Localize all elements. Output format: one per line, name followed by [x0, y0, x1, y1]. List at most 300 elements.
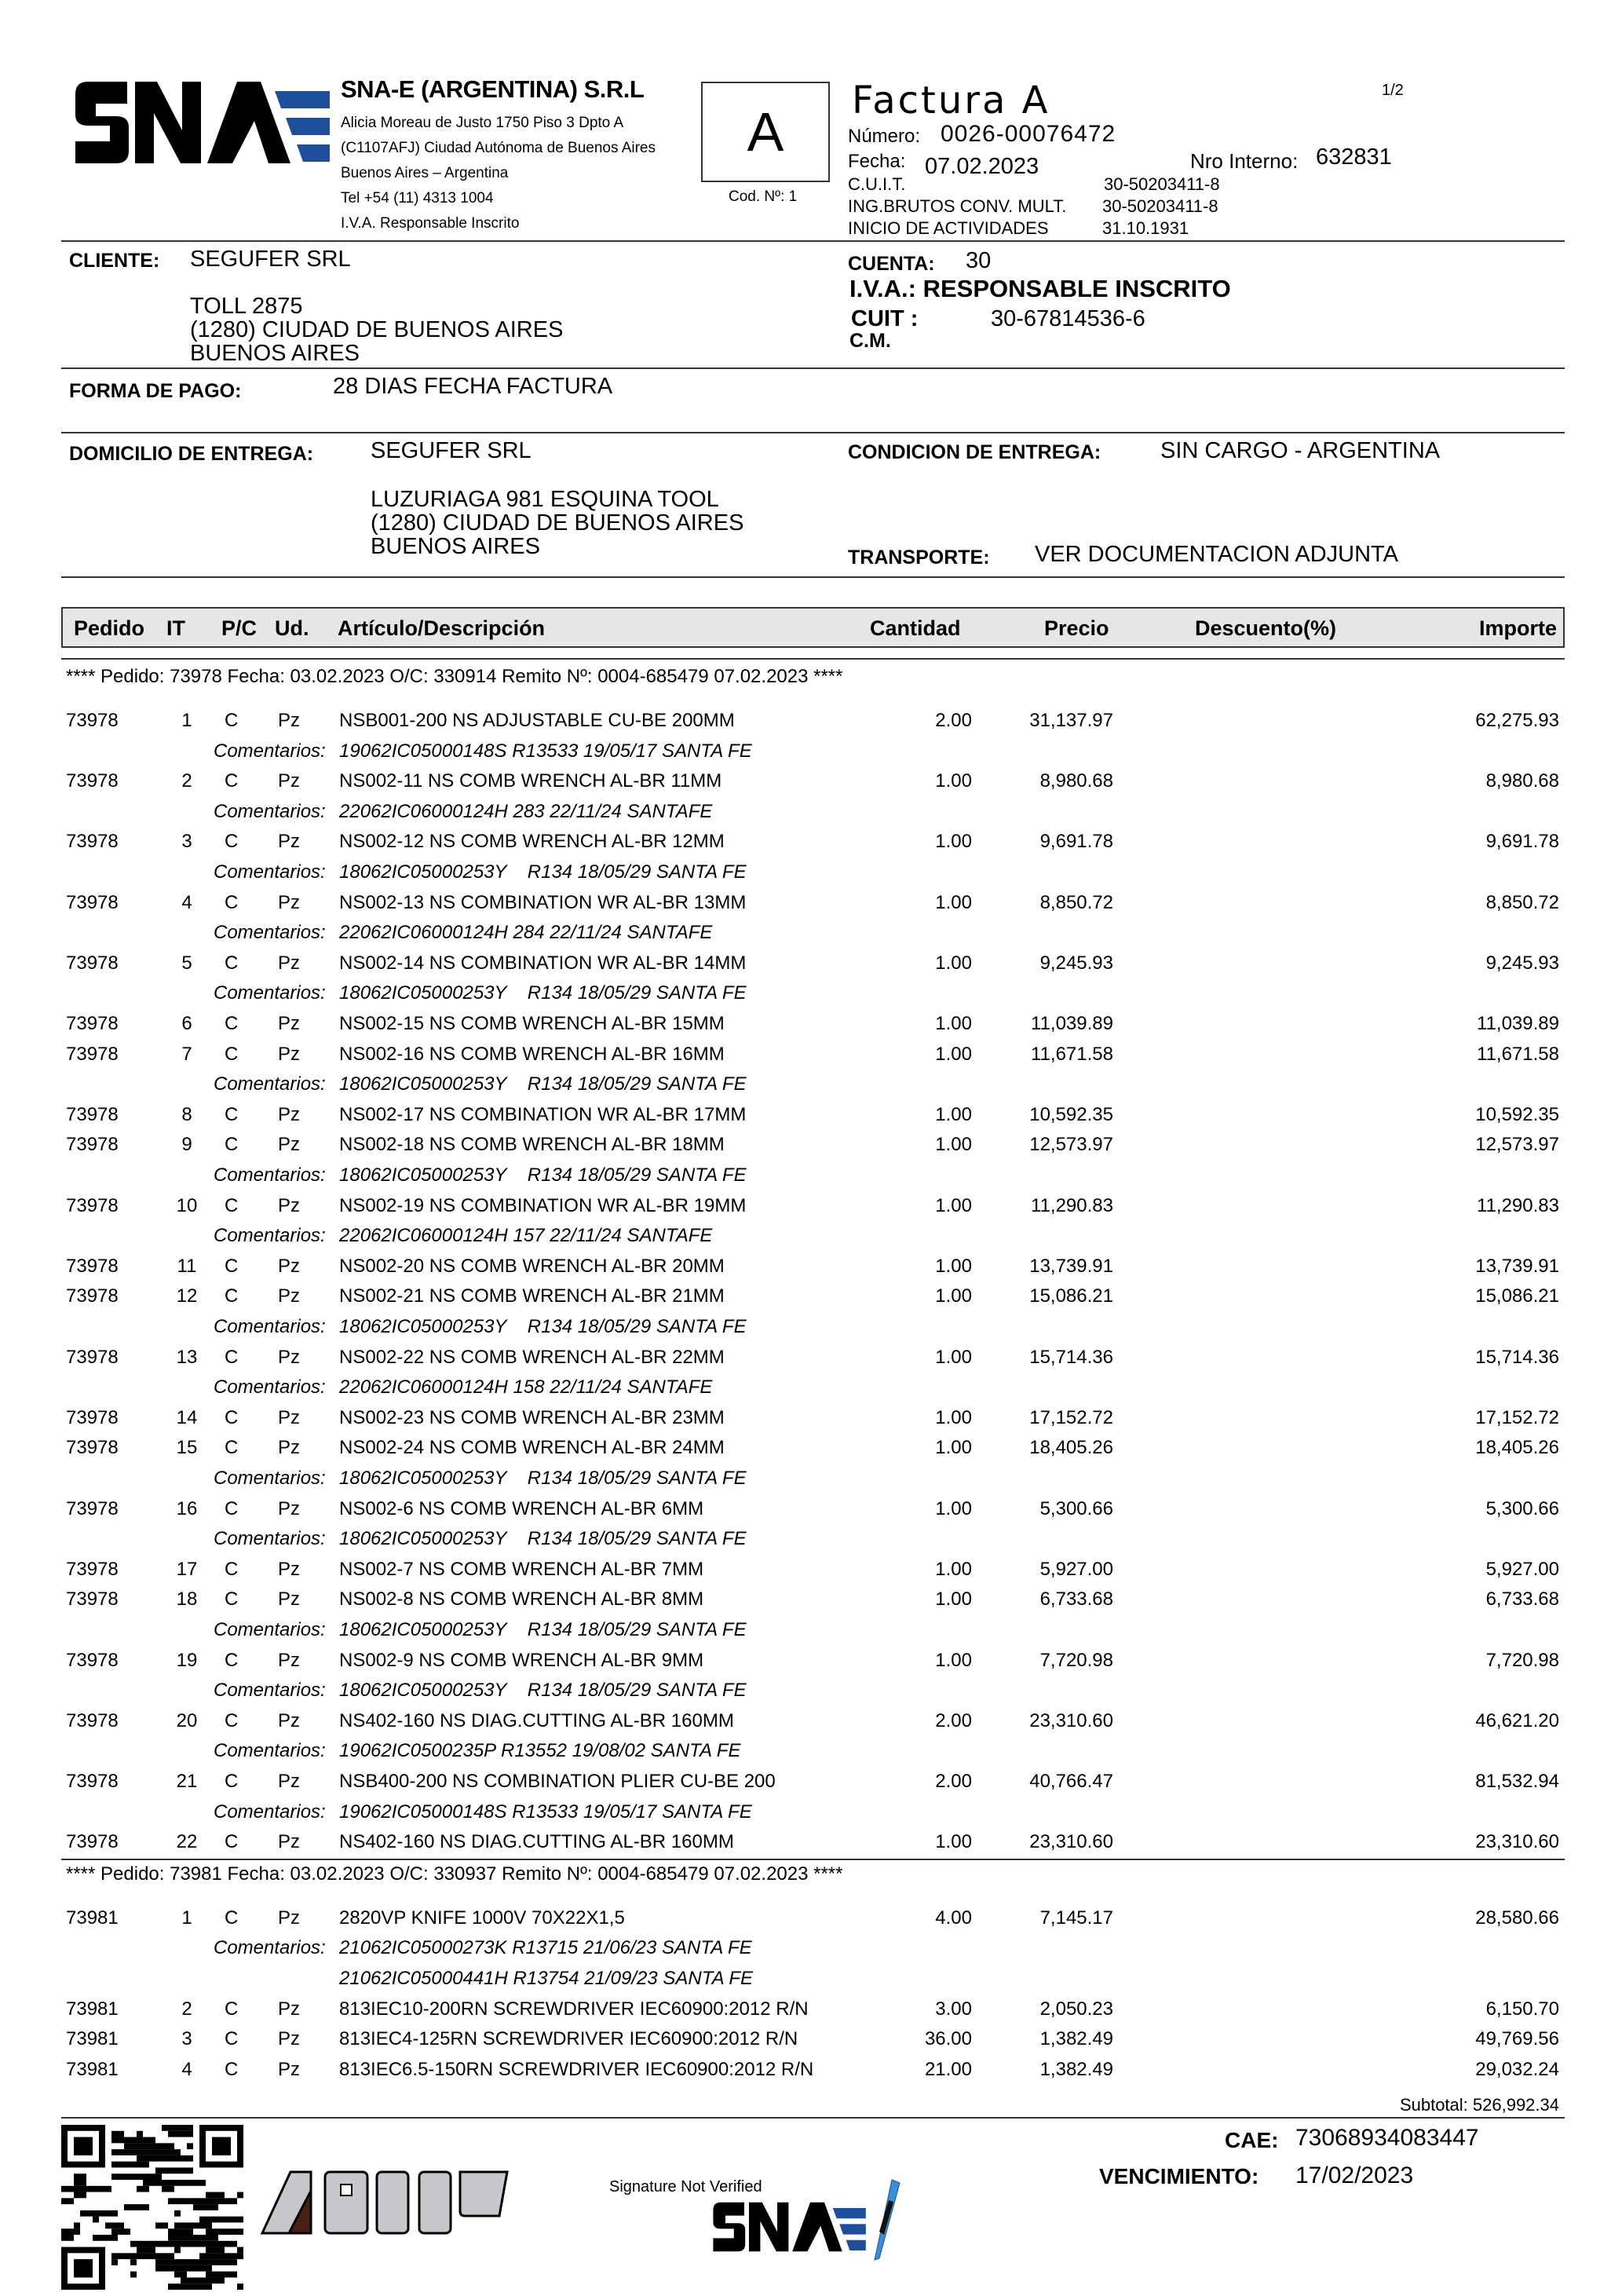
amount-cell: 6,733.68	[1485, 1589, 1559, 1610]
comment-text: 18062IC05000253Y R134 18/05/29 SANTA FE	[339, 1073, 747, 1095]
ing-brutos: 30-50203411-8	[1102, 196, 1218, 216]
table-row	[0, 1710, 1622, 1740]
amount-cell: 9,691.78	[1485, 831, 1559, 853]
pc-cell: C	[225, 1255, 239, 1277]
comment-label: Comentarios:	[214, 740, 326, 762]
quantity-cell: 1.00	[935, 1103, 972, 1125]
description-cell: NS002-23 NS COMB WRENCH AL-BR 23MM	[339, 1406, 725, 1428]
amount-cell: 12,573.97	[1475, 1134, 1559, 1156]
order-group-header	[0, 1863, 1622, 1893]
vencimiento-label: VENCIMIENTO:	[1099, 2164, 1259, 2188]
item-cell: 9	[181, 1134, 192, 1156]
item-cell: 22	[176, 1831, 198, 1853]
price-cell: 1,382.49	[1039, 2058, 1113, 2080]
unit-cell: Pz	[278, 2058, 301, 2080]
pc-cell: C	[225, 1589, 239, 1610]
divider	[61, 576, 1565, 578]
price-cell: 11,039.89	[1031, 1013, 1113, 1034]
amount-cell: 5,300.66	[1485, 1497, 1559, 1519]
amount-cell: 11,671.58	[1477, 1043, 1559, 1065]
amount-cell: 11,290.83	[1477, 1194, 1559, 1216]
item-cell: 10	[176, 1194, 198, 1216]
item-cell: 20	[176, 1709, 198, 1731]
price-cell: 7,720.98	[1039, 1649, 1113, 1671]
company-cuit: 30-50203411-8	[1104, 174, 1220, 194]
table-row	[0, 710, 1622, 740]
quantity-cell: 1.00	[935, 1558, 972, 1580]
quantity-cell: 2.00	[935, 1709, 972, 1731]
item-cell: 15	[176, 1437, 198, 1459]
quantity-cell: 1.00	[935, 952, 972, 974]
amount-cell: 23,310.60	[1475, 1831, 1559, 1853]
unit-cell: Pz	[278, 1589, 301, 1610]
company-address-line: Alicia Moreau de Justo 1750 Piso 3 Dpto A	[341, 115, 624, 131]
comment-text: 18062IC05000253Y R134 18/05/29 SANTA FE	[339, 1468, 747, 1489]
subtotal: Subtotal: 526,992.34	[1399, 2095, 1559, 2115]
description-cell: NS002-15 NS COMB WRENCH AL-BR 15MM	[339, 1013, 725, 1034]
item-cell: 19	[176, 1649, 198, 1671]
price-cell: 1,382.49	[1039, 2028, 1113, 2050]
order-group-text: **** Pedido: 73978 Fecha: 03.02.2023 O/C: 330914 Remito Nº: 0004-685479 07.02.2023 ****	[66, 666, 843, 687]
price-cell: 31,137.97	[1029, 710, 1113, 731]
amount-cell: 11,039.89	[1477, 1013, 1559, 1034]
pedido-cell: 73978	[66, 710, 119, 731]
col-pedido: Pedido	[74, 616, 145, 640]
comment-row	[0, 1468, 1622, 1497]
comment-row	[0, 1740, 1622, 1770]
pc-cell: C	[225, 831, 239, 853]
pedido-cell: 73978	[66, 1709, 119, 1731]
ing-brutos-label: ING.BRUTOS CONV. MULT.	[848, 196, 1067, 216]
item-cell: 1	[181, 1907, 192, 1929]
table-row	[0, 770, 1622, 800]
pc-cell: C	[225, 1649, 239, 1671]
invoice-code: Cod. Nº: 1	[729, 188, 798, 205]
unit-cell: Pz	[278, 1907, 301, 1929]
unit-cell: Pz	[278, 1043, 301, 1065]
sna-signature-logo-icon	[711, 2177, 915, 2263]
invoice-number: 0026-00076472	[941, 121, 1116, 147]
pedido-cell: 73978	[66, 891, 119, 913]
pc-cell: C	[225, 1013, 239, 1034]
table-row	[0, 1134, 1622, 1164]
vencimiento-value: 17/02/2023	[1295, 2163, 1414, 2188]
comment-row	[0, 801, 1622, 831]
description-cell: NS002-24 NS COMB WRENCH AL-BR 24MM	[339, 1437, 725, 1459]
amount-cell: 5,927.00	[1485, 1558, 1559, 1580]
comment-label: Comentarios:	[214, 1801, 326, 1823]
pedido-cell: 73981	[66, 2058, 119, 2080]
unit-cell: Pz	[278, 710, 301, 731]
pedido-cell: 73978	[66, 831, 119, 853]
quantity-cell: 4.00	[935, 1907, 972, 1929]
pc-cell: C	[225, 1043, 239, 1065]
comment-label: Comentarios:	[214, 861, 326, 883]
price-cell: 11,290.83	[1031, 1194, 1113, 1216]
condicion-entrega-value: SIN CARGO - ARGENTINA	[1160, 438, 1441, 463]
comment-label: Comentarios:	[214, 1468, 326, 1489]
pedido-cell: 73978	[66, 1771, 119, 1792]
cm-label: C.M.	[849, 330, 891, 352]
item-cell: 7	[181, 1043, 192, 1065]
cae-label-text: CAE	[1225, 2128, 1272, 2152]
price-cell: 40,766.47	[1029, 1771, 1113, 1792]
price-cell: 10,592.35	[1029, 1103, 1113, 1125]
quantity-cell: 1.00	[935, 831, 972, 853]
signature-status: Signature Not Verified	[609, 2178, 762, 2195]
delivery-address-line: BUENOS AIRES	[371, 534, 540, 559]
pedido-cell: 73978	[66, 1255, 119, 1277]
description-cell: NS002-16 NS COMB WRENCH AL-BR 16MM	[339, 1043, 725, 1065]
table-row	[0, 831, 1622, 861]
comment-text: 21062IC05000273K R13715 21/06/23 SANTA FE	[339, 1937, 752, 1959]
cliente-label: CLIENTE:	[69, 250, 160, 272]
quantity-cell: 2.00	[935, 710, 972, 731]
company-address-line: Buenos Aires – Argentina	[341, 165, 509, 181]
sna-logo-icon	[72, 75, 331, 170]
description-cell: 813IEC10-200RN SCREWDRIVER IEC60900:2012 R/N	[339, 1998, 809, 2020]
pedido-cell: 73978	[66, 1013, 119, 1034]
pc-cell: C	[225, 1497, 239, 1519]
group-divider	[61, 1859, 1565, 1860]
amount-cell: 17,152.72	[1475, 1406, 1559, 1428]
comment-row	[0, 922, 1622, 952]
table-row	[0, 1771, 1622, 1801]
unit-cell: Pz	[278, 831, 301, 853]
unit-cell: Pz	[278, 891, 301, 913]
divider	[61, 240, 1565, 242]
invoice-date: 07.02.2023	[925, 154, 1039, 179]
amount-cell: 8,850.72	[1485, 891, 1559, 913]
description-cell: NSB400-200 NS COMBINATION PLIER CU-BE 200	[339, 1771, 776, 1792]
pedido-cell: 73978	[66, 1346, 119, 1368]
quantity-cell: 1.00	[935, 1831, 972, 1853]
item-cell: 2	[181, 1998, 192, 2020]
quantity-cell: 1.00	[935, 1043, 972, 1065]
comment-label: Comentarios:	[214, 1740, 326, 1762]
price-cell: 9,691.78	[1039, 831, 1113, 853]
comment-label: Comentarios:	[214, 1680, 326, 1702]
comment-label: Comentarios:	[214, 1316, 326, 1337]
pc-cell: C	[225, 1406, 239, 1428]
pedido-cell: 73981	[66, 1907, 119, 1929]
client-name: SEGUFER SRL	[190, 247, 351, 272]
table-row	[0, 1195, 1622, 1225]
pedido-cell: 73978	[66, 1043, 119, 1065]
item-cell: 11	[177, 1255, 197, 1277]
quantity-cell: 1.00	[935, 770, 972, 792]
description-cell: NS002-11 NS COMB WRENCH AL-BR 11MM	[339, 770, 722, 792]
item-cell: 2	[181, 770, 192, 792]
table-row	[0, 2028, 1622, 2058]
price-cell: 15,086.21	[1029, 1285, 1113, 1307]
quantity-cell: 1.00	[935, 1589, 972, 1610]
comment-row	[0, 1377, 1622, 1406]
comment-text: 22062IC06000124H 158 22/11/24 SANTAFE	[339, 1377, 713, 1398]
quantity-cell: 36.00	[924, 2028, 972, 2050]
delivery-address-line: LUZURIAGA 981 ESQUINA TOOL	[371, 487, 719, 512]
table-header	[61, 607, 1565, 648]
comment-row	[0, 740, 1622, 770]
unit-cell: Pz	[278, 1998, 301, 2020]
comment-text: 18062IC05000253Y R134 18/05/29 SANTA FE	[339, 1680, 747, 1702]
amount-cell: 7,720.98	[1485, 1649, 1559, 1671]
transporte-label: TRANSPORTE:	[848, 547, 990, 569]
price-cell: 2,050.23	[1039, 1998, 1113, 2020]
table-row	[0, 1013, 1622, 1043]
pc-cell: C	[225, 1771, 239, 1792]
amount-cell: 29,032.24	[1475, 2058, 1559, 2080]
invoice-title: Factura A	[852, 79, 1050, 122]
amount-cell: 15,714.36	[1475, 1346, 1559, 1368]
pc-cell: C	[225, 770, 239, 792]
description-cell: 2820VP KNIFE 1000V 70X22X1,5	[339, 1907, 625, 1929]
afip-logo-icon	[259, 2167, 510, 2238]
pc-cell: C	[225, 1907, 239, 1929]
pedido-cell: 73978	[66, 1103, 119, 1125]
unit-cell: Pz	[278, 1649, 301, 1671]
forma-pago-value: 28 DIAS FECHA FACTURA	[333, 374, 613, 399]
table-row	[0, 1044, 1622, 1073]
comment-text: 18062IC05000253Y R134 18/05/29 SANTA FE	[339, 1164, 747, 1186]
unit-cell: Pz	[278, 1558, 301, 1580]
company-phone: Tel +54 (11) 4313 1004	[341, 190, 494, 207]
comment-text: 21062IC05000441H R13754 21/09/23 SANTA FE	[339, 1968, 754, 1989]
description-cell: NS002-18 NS COMB WRENCH AL-BR 18MM	[339, 1134, 725, 1156]
item-cell: 6	[181, 1013, 192, 1034]
description-cell: NS002-21 NS COMB WRENCH AL-BR 21MM	[339, 1285, 725, 1307]
col-it: IT	[166, 616, 185, 640]
quantity-cell: 1.00	[935, 1649, 972, 1671]
price-cell: 23,310.60	[1029, 1709, 1113, 1731]
comment-label: Comentarios:	[214, 800, 326, 822]
pc-cell: C	[225, 1285, 239, 1307]
price-cell: 12,573.97	[1029, 1134, 1113, 1156]
pedido-cell: 73978	[66, 1589, 119, 1610]
divider	[61, 367, 1565, 369]
unit-cell: Pz	[278, 1346, 301, 1368]
amount-cell: 46,621.20	[1475, 1709, 1559, 1731]
table-row	[0, 1104, 1622, 1134]
comment-row	[0, 1937, 1622, 1967]
order-group-text: **** Pedido: 73981 Fecha: 03.02.2023 O/C: 330937 Remito Nº: 0004-685479 07.02.2023 ****	[66, 1863, 843, 1885]
amount-cell: 62,275.93	[1475, 710, 1559, 731]
comment-row	[0, 1316, 1622, 1346]
pedido-cell: 73978	[66, 1558, 119, 1580]
price-cell: 5,300.66	[1039, 1497, 1113, 1519]
inicio-label: INICIO DE ACTIVIDADES	[848, 218, 1049, 238]
forma-pago-label: FORMA DE PAGO:	[69, 380, 242, 402]
table-row	[0, 1407, 1622, 1437]
cae-value: 73068934083447	[1295, 2125, 1479, 2151]
unit-cell: Pz	[278, 1831, 301, 1853]
comment-label: Comentarios:	[214, 1073, 326, 1095]
unit-cell: Pz	[278, 1255, 301, 1277]
col-precio: Precio	[1044, 616, 1109, 640]
comment-label: Comentarios:	[214, 1528, 326, 1550]
amount-cell: 28,580.66	[1475, 1907, 1559, 1929]
item-cell: 3	[181, 2028, 192, 2050]
price-cell: 9,245.93	[1039, 952, 1113, 974]
quantity-cell: 1.00	[935, 1194, 972, 1216]
inicio-actividades: 31.10.1931	[1102, 218, 1189, 238]
item-cell: 17	[176, 1558, 198, 1580]
pc-cell: C	[225, 1831, 239, 1853]
comment-row	[0, 1619, 1622, 1649]
price-cell: 15,714.36	[1029, 1346, 1113, 1368]
unit-cell: Pz	[278, 952, 301, 974]
unit-cell: Pz	[278, 2028, 301, 2050]
table-row	[0, 952, 1622, 982]
col-ud: Ud.	[275, 616, 309, 640]
table-row	[0, 1559, 1622, 1589]
qr-code-icon[interactable]	[61, 2125, 243, 2290]
cuenta-value: 30	[966, 248, 992, 273]
comment-row	[0, 1801, 1622, 1831]
pedido-cell: 73981	[66, 1998, 119, 2020]
fecha-label: Fecha:	[848, 151, 906, 172]
comment-row	[0, 1164, 1622, 1194]
description-cell: NS402-160 NS DIAG.CUTTING AL-BR 160MM	[339, 1709, 734, 1731]
amount-cell: 8,980.68	[1485, 770, 1559, 792]
nro-interno-label: Nro Interno:	[1190, 149, 1299, 173]
pedido-cell: 73978	[66, 1194, 119, 1216]
comment-text: 19062IC05000148S R13533 19/05/17 SANTA FE	[339, 1801, 752, 1823]
item-cell: 1	[181, 710, 192, 731]
unit-cell: Pz	[278, 1285, 301, 1307]
client-cuit-label: CUIT :	[851, 306, 919, 331]
pc-cell: C	[225, 1346, 239, 1368]
pc-cell: C	[225, 952, 239, 974]
comment-label: Comentarios:	[214, 982, 326, 1004]
description-cell: NS002-17 NS COMBINATION WR AL-BR 17MM	[339, 1103, 747, 1125]
description-cell: NS002-9 NS COMB WRENCH AL-BR 9MM	[339, 1649, 704, 1671]
amount-cell: 18,405.26	[1475, 1437, 1559, 1459]
comment-label: Comentarios:	[214, 922, 326, 944]
company-iva: I.V.A. Responsable Inscrito	[341, 215, 520, 232]
comment-row	[0, 1073, 1622, 1103]
description-cell: NS002-22 NS COMB WRENCH AL-BR 22MM	[339, 1346, 725, 1368]
pedido-cell: 73978	[66, 1285, 119, 1307]
amount-cell: 13,739.91	[1475, 1255, 1559, 1277]
comment-label: Comentarios:	[214, 1377, 326, 1398]
description-cell: NS002-19 NS COMBINATION WR AL-BR 19MM	[339, 1194, 747, 1216]
table-row	[0, 1256, 1622, 1285]
pc-cell: C	[225, 1558, 239, 1580]
comment-label: Comentarios:	[214, 1164, 326, 1186]
comment-text: 18062IC05000253Y R134 18/05/29 SANTA FE	[339, 1528, 747, 1550]
unit-cell: Pz	[278, 1134, 301, 1156]
comment-label: Comentarios:	[214, 1225, 326, 1247]
pc-cell: C	[225, 1134, 239, 1156]
client-address-line: TOLL 2875	[190, 294, 303, 319]
quantity-cell: 1.00	[935, 1346, 972, 1368]
price-cell: 11,671.58	[1031, 1043, 1113, 1065]
comment-row	[0, 982, 1622, 1012]
company-name: SNA-E (ARGENTINA) S.R.L	[341, 75, 645, 103]
price-cell: 17,152.72	[1029, 1406, 1113, 1428]
pc-cell: C	[225, 1103, 239, 1125]
quantity-cell: 1.00	[935, 1497, 972, 1519]
amount-cell: 81,532.94	[1475, 1771, 1559, 1792]
pc-cell: C	[225, 2028, 239, 2050]
item-cell: 4	[181, 2058, 192, 2080]
comment-text: 22062IC06000124H 283 22/11/24 SANTAFE	[339, 800, 713, 822]
pedido-cell: 73978	[66, 1406, 119, 1428]
description-cell: NS002-12 NS COMB WRENCH AL-BR 12MM	[339, 831, 725, 853]
comment-text: 19062IC0500235P R13552 19/08/02 SANTA FE	[339, 1740, 741, 1762]
numero-label: Número:	[848, 126, 921, 147]
unit-cell: Pz	[278, 1497, 301, 1519]
description-cell: NS402-160 NS DIAG.CUTTING AL-BR 160MM	[339, 1831, 734, 1853]
unit-cell: Pz	[278, 1194, 301, 1216]
delivery-address-line: (1280) CIUDAD DE BUENOS AIRES	[371, 510, 744, 536]
unit-cell: Pz	[278, 770, 301, 792]
table-row	[0, 1347, 1622, 1377]
col-importe: Importe	[1478, 616, 1557, 640]
description-cell: NS002-8 NS COMB WRENCH AL-BR 8MM	[339, 1589, 704, 1610]
delivery-name: SEGUFER SRL	[371, 438, 532, 463]
description-cell: NSB001-200 NS ADJUSTABLE CU-BE 200MM	[339, 710, 735, 731]
table-row	[0, 1650, 1622, 1680]
table-row	[0, 1831, 1622, 1861]
pedido-cell: 73978	[66, 952, 119, 974]
pedido-cell: 73978	[66, 1649, 119, 1671]
nro-interno: 632831	[1316, 144, 1392, 170]
pc-cell: C	[225, 1437, 239, 1459]
comment-text: 18062IC05000253Y R134 18/05/29 SANTA FE	[339, 1316, 747, 1337]
price-cell: 7,145.17	[1039, 1907, 1113, 1929]
comment-text: 18062IC05000253Y R134 18/05/29 SANTA FE	[339, 1619, 747, 1640]
pc-cell: C	[225, 2058, 239, 2080]
description-cell: NS002-14 NS COMBINATION WR AL-BR 14MM	[339, 952, 747, 974]
pedido-cell: 73981	[66, 2028, 119, 2050]
comment-row	[0, 1528, 1622, 1558]
item-cell: 13	[176, 1346, 198, 1368]
comment-label: Comentarios:	[214, 1937, 326, 1959]
transporte-value: VER DOCUMENTACION ADJUNTA	[1035, 542, 1398, 567]
pc-cell: C	[225, 1998, 239, 2020]
pc-cell: C	[225, 710, 239, 731]
quantity-cell: 2.00	[935, 1771, 972, 1792]
table-row	[0, 1589, 1622, 1618]
price-cell: 5,927.00	[1039, 1558, 1113, 1580]
table-row	[0, 1498, 1622, 1528]
price-cell: 23,310.60	[1029, 1831, 1113, 1853]
quantity-cell: 3.00	[935, 1998, 972, 2020]
divider	[61, 432, 1565, 433]
page-number: 1/2	[1382, 82, 1404, 99]
col-descripcion: Artículo/Descripción	[338, 616, 546, 640]
comment-text: 22062IC06000124H 284 22/11/24 SANTAFE	[339, 922, 713, 944]
domicilio-entrega-label: DOMICILIO DE ENTREGA:	[69, 443, 314, 465]
amount-cell: 9,245.93	[1485, 952, 1559, 974]
comment-row	[0, 1968, 1622, 1998]
description-cell: NS002-6 NS COMB WRENCH AL-BR 6MM	[339, 1497, 704, 1519]
divider	[61, 658, 1565, 660]
unit-cell: Pz	[278, 1709, 301, 1731]
cae-label: CAE:	[1225, 2128, 1279, 2152]
quantity-cell: 1.00	[935, 891, 972, 913]
table-row	[0, 1907, 1622, 1937]
quantity-cell: 1.00	[935, 1013, 972, 1034]
description-cell: NS002-20 NS COMB WRENCH AL-BR 20MM	[339, 1255, 725, 1277]
price-cell: 6,733.68	[1039, 1589, 1113, 1610]
client-address-line: (1280) CIUDAD DE BUENOS AIRES	[190, 317, 564, 342]
client-iva: I.V.A.: RESPONSABLE INSCRITO	[849, 275, 1231, 302]
quantity-cell: 1.00	[935, 1437, 972, 1459]
col-descuento: Descuento(%)	[1195, 616, 1337, 640]
